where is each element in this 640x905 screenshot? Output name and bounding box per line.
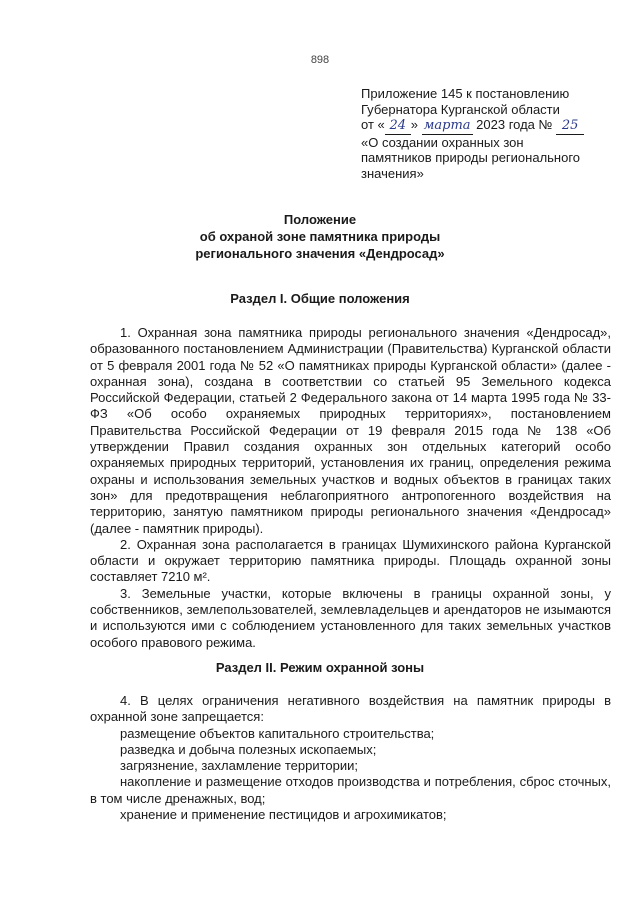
paragraph-2: 2. Охранная зона располагается в границах Шумихинского района Курганской области и окружает территорию памятника природы. Площадь охранной зоны составляет 7210 м². xyxy=(90,536,611,585)
date-number-handwritten: 25 xyxy=(556,118,584,135)
appendix-line-5: памятников природы регионального xyxy=(361,150,581,165)
title-line-2: об охраной зоне памятника природы xyxy=(199,229,441,244)
date-month-handwritten: марта xyxy=(423,118,471,133)
title-line-1: Положение xyxy=(283,212,357,227)
section-2-heading: Раздел II. Режим охранной зоны xyxy=(215,660,425,675)
paragraph-4: 4. В целях ограничения негативного воздействия на памятник природы в охранной зоне запрещается: xyxy=(90,693,611,725)
appendix-line-4: «О создании охранных зон xyxy=(361,134,524,150)
list-item: загрязнение, захламление территории; xyxy=(120,758,359,774)
appendix-line-1: Приложение 145 к постановлению xyxy=(361,86,570,101)
list-item: накопление и размещение отходов производства и потребления, сброс сточных, в том числе дренажных, вод; xyxy=(90,774,611,806)
paragraph-3: 3. Земельные участки, которые включены в границы охранной зоны, у собственников, землепользователей, землевладельцев и арендаторов не изымаются и используются ими с соблюдением установленного для таких земельных участков особого правового режима. xyxy=(90,585,611,650)
list-item: размещение объектов капитального строительства; xyxy=(120,725,435,741)
date-prefix: от « xyxy=(361,117,385,132)
document-title xyxy=(0,211,640,262)
title-line-3: регионального значения «Дендросад» xyxy=(195,246,445,261)
list-item: хранение и применение пестицидов и агрохимикатов; xyxy=(120,807,447,823)
section-2-body xyxy=(90,693,611,823)
appendix-block xyxy=(361,86,623,181)
page-number: 898 xyxy=(310,54,330,66)
appendix-line-2: Губернатора Курганской области xyxy=(361,101,560,117)
section-1-body xyxy=(90,325,611,651)
list-item: разведка и добыча полезных ископаемых; xyxy=(120,741,377,757)
date-suffix: 2023 года № xyxy=(476,117,553,132)
section-1-heading: Раздел I. Общие положения xyxy=(230,291,410,306)
appendix-date-line: от « 24 » марта 2023 года № 25 xyxy=(361,117,623,135)
appendix-line-6: значения» xyxy=(361,165,424,181)
paragraph-1: 1. Охранная зона памятника природы регионального значения «Дендросад», образованного постановлением Администрации (Правительства) Курганской области от 5 февраля 2001 года № 52 «О памятниках природы Курганской области» (далее - охранная зона), создана в соответствии со статьей 95 Земельного кодекса Российской Федерации, статьей 2 Федерального закона от 14 марта 1995 года № 33-ФЗ «Об особо охраняемых природных территориях», постановлением Правительства Российской Федерации от 19 февраля 2015 года № 138 «Об утверждении Правил создания охранных зон отдельных категорий особо охраняемых природных территорий, установления их границ, определения режима охраны и использования земельных участков и водных объектов в границах таких зон» для предотвращения неблагоприятного антропогенного воздействия на территорию, занятую памятником природы регионального значения «Дендросад» (далее - памятник природы). xyxy=(90,325,611,536)
date-day-handwritten: 24 xyxy=(385,118,411,135)
